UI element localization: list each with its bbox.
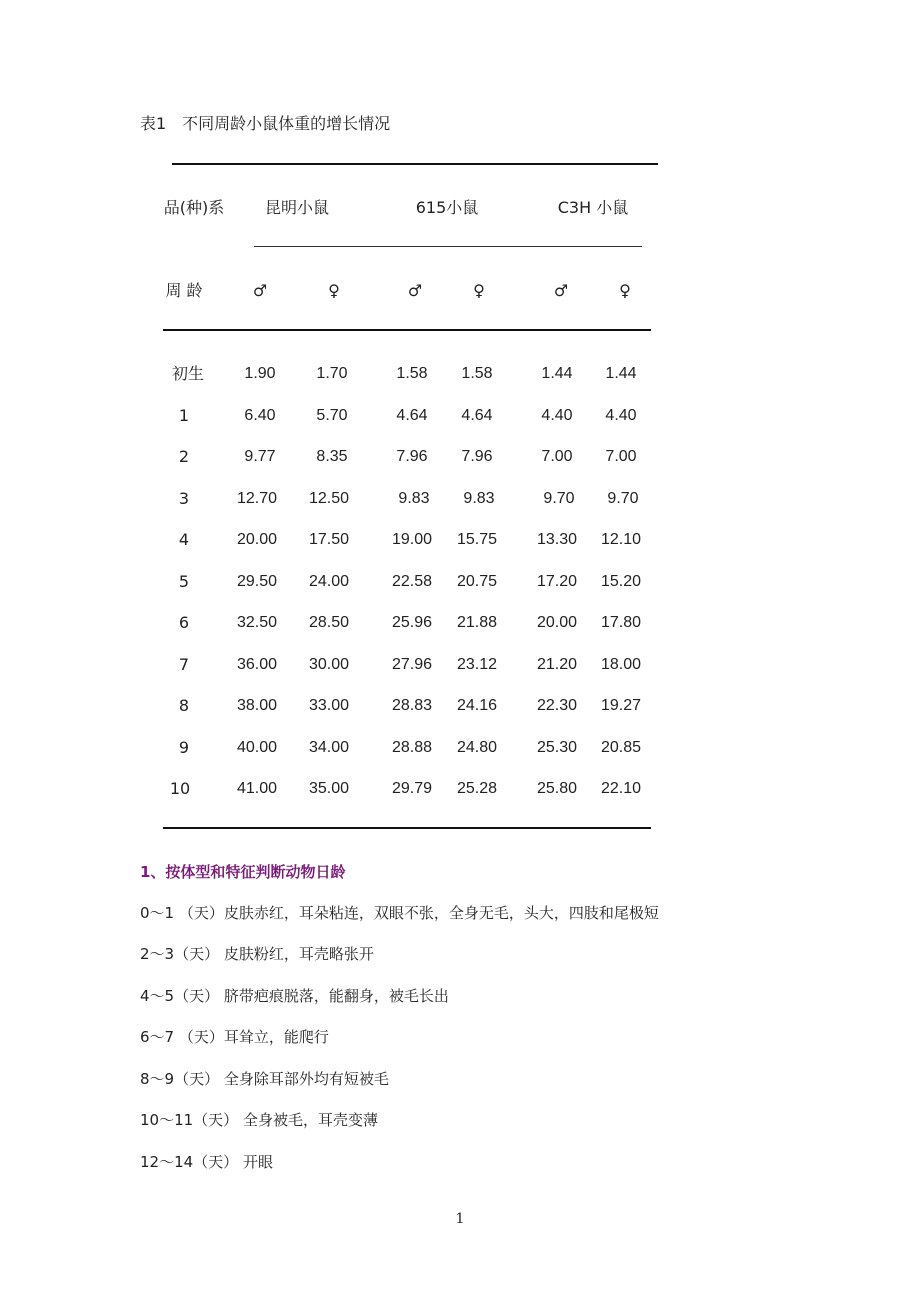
- row-age: 3: [178, 489, 190, 508]
- table-cell: 1.58: [461, 365, 493, 382]
- table-cell: 15.20: [600, 573, 642, 590]
- table-cell: 20.00: [236, 531, 278, 548]
- sex-male-icon: ♂: [553, 281, 569, 300]
- table-cell: 21.20: [536, 656, 578, 673]
- table-cell: 9.83: [463, 490, 495, 507]
- row-age: 初生: [171, 364, 204, 383]
- header-strain-label: 品(种)系: [163, 198, 225, 217]
- table-cell: 19.00: [391, 531, 433, 548]
- sex-male-icon: ♂: [252, 281, 268, 300]
- table-cell: 24.16: [456, 697, 498, 714]
- section-heading: 1、按体型和特征判断动物日龄: [140, 863, 346, 881]
- row-age: 1: [178, 406, 190, 425]
- table-cell: 24.80: [456, 739, 498, 756]
- table-header-rule: [163, 329, 651, 331]
- table-cell: 17.80: [600, 614, 642, 631]
- table-cell: 29.79: [391, 780, 433, 797]
- table-cell: 41.00: [236, 780, 278, 797]
- list-item: 10～11（天） 全身被毛，耳壳变薄: [140, 1111, 378, 1129]
- table-cell: 8.35: [316, 448, 348, 465]
- table-cell: 17.50: [308, 531, 350, 548]
- row-age: 5: [178, 572, 190, 591]
- row-age: 7: [178, 655, 190, 674]
- table-cell: 7.96: [461, 448, 493, 465]
- table-cell: 4.40: [605, 407, 637, 424]
- list-item: 6～7 （天）耳耸立，能爬行: [140, 1028, 329, 1046]
- table-cell: 9.83: [398, 490, 430, 507]
- table-cell: 12.50: [308, 490, 350, 507]
- table-cell: 1.44: [541, 365, 573, 382]
- table-cell: 25.96: [391, 614, 433, 631]
- table-cell: 22.58: [391, 573, 433, 590]
- list-item: 12～14（天） 开眼: [140, 1153, 273, 1171]
- table-cell: 29.50: [236, 573, 278, 590]
- table-cell: 4.64: [396, 407, 428, 424]
- table-cell: 9.70: [607, 490, 639, 507]
- table-cell: 4.64: [461, 407, 493, 424]
- table-cell: 1.58: [396, 365, 428, 382]
- row-age: 8: [178, 696, 190, 715]
- table-cell: 28.83: [391, 697, 433, 714]
- table-cell: 20.85: [600, 739, 642, 756]
- table-cell: 30.00: [308, 656, 350, 673]
- table-cell: 32.50: [236, 614, 278, 631]
- row-age: 9: [178, 738, 190, 757]
- table-cell: 1.44: [605, 365, 637, 382]
- table-cell: 4.40: [541, 407, 573, 424]
- table-cell: 1.70: [316, 365, 348, 382]
- table-cell: 24.00: [308, 573, 350, 590]
- table-cell: 20.00: [536, 614, 578, 631]
- sex-female-icon: ♀: [619, 281, 631, 300]
- header-strain-2: 615小鼠: [415, 198, 479, 217]
- table-cell: 23.12: [456, 656, 498, 673]
- header-strain-1: 昆明小鼠: [264, 198, 329, 217]
- table-cell: 27.96: [391, 656, 433, 673]
- table-caption: 表1 不同周龄小鼠体重的增长情况: [140, 114, 391, 133]
- table-cell: 19.27: [600, 697, 642, 714]
- table-bottom-rule: [163, 827, 651, 829]
- table-cell: 20.75: [456, 573, 498, 590]
- table-cell: 35.00: [308, 780, 350, 797]
- table-cell: 25.28: [456, 780, 498, 797]
- header-age-label: 周 龄: [165, 281, 203, 300]
- table-cell: 9.77: [244, 448, 276, 465]
- table-cell: 12.70: [236, 490, 278, 507]
- sex-female-icon: ♀: [328, 281, 340, 300]
- table-cell: 25.80: [536, 780, 578, 797]
- page-number: 1: [455, 1211, 465, 1227]
- sex-male-icon: ♂: [407, 281, 423, 300]
- table-top-rule: [172, 163, 658, 165]
- table-cell: 36.00: [236, 656, 278, 673]
- table-cell: 7.00: [541, 448, 573, 465]
- list-item: 8～9（天） 全身除耳部外均有短被毛: [140, 1070, 389, 1088]
- list-item: 0～1 （天）皮肤赤红，耳朵粘连，双眼不张，全身无毛，头大，四肢和尾极短: [140, 904, 659, 922]
- table-cell: 22.30: [536, 697, 578, 714]
- table-cell: 22.10: [600, 780, 642, 797]
- table-strain-underline: [254, 246, 642, 247]
- table-cell: 12.10: [600, 531, 642, 548]
- row-age: 2: [178, 447, 190, 466]
- table-cell: 17.20: [536, 573, 578, 590]
- sex-female-icon: ♀: [473, 281, 485, 300]
- table-cell: 21.88: [456, 614, 498, 631]
- row-age: 6: [178, 613, 190, 632]
- row-age: 10: [169, 779, 191, 798]
- table-cell: 38.00: [236, 697, 278, 714]
- table-cell: 34.00: [308, 739, 350, 756]
- table-cell: 6.40: [244, 407, 276, 424]
- table-cell: 1.90: [244, 365, 276, 382]
- table-cell: 28.50: [308, 614, 350, 631]
- table-cell: 18.00: [600, 656, 642, 673]
- header-strain-3: C3H 小鼠: [557, 198, 629, 217]
- table-cell: 15.75: [456, 531, 498, 548]
- table-cell: 25.30: [536, 739, 578, 756]
- table-cell: 28.88: [391, 739, 433, 756]
- table-cell: 13.30: [536, 531, 578, 548]
- table-cell: 9.70: [543, 490, 575, 507]
- table-cell: 33.00: [308, 697, 350, 714]
- table-cell: 5.70: [316, 407, 348, 424]
- table-cell: 40.00: [236, 739, 278, 756]
- table-cell: 7.96: [396, 448, 428, 465]
- row-age: 4: [178, 530, 190, 549]
- list-item: 2～3（天） 皮肤粉红，耳壳略张开: [140, 945, 374, 963]
- list-item: 4～5（天） 脐带疤痕脱落，能翻身，被毛长出: [140, 987, 449, 1005]
- table-cell: 7.00: [605, 448, 637, 465]
